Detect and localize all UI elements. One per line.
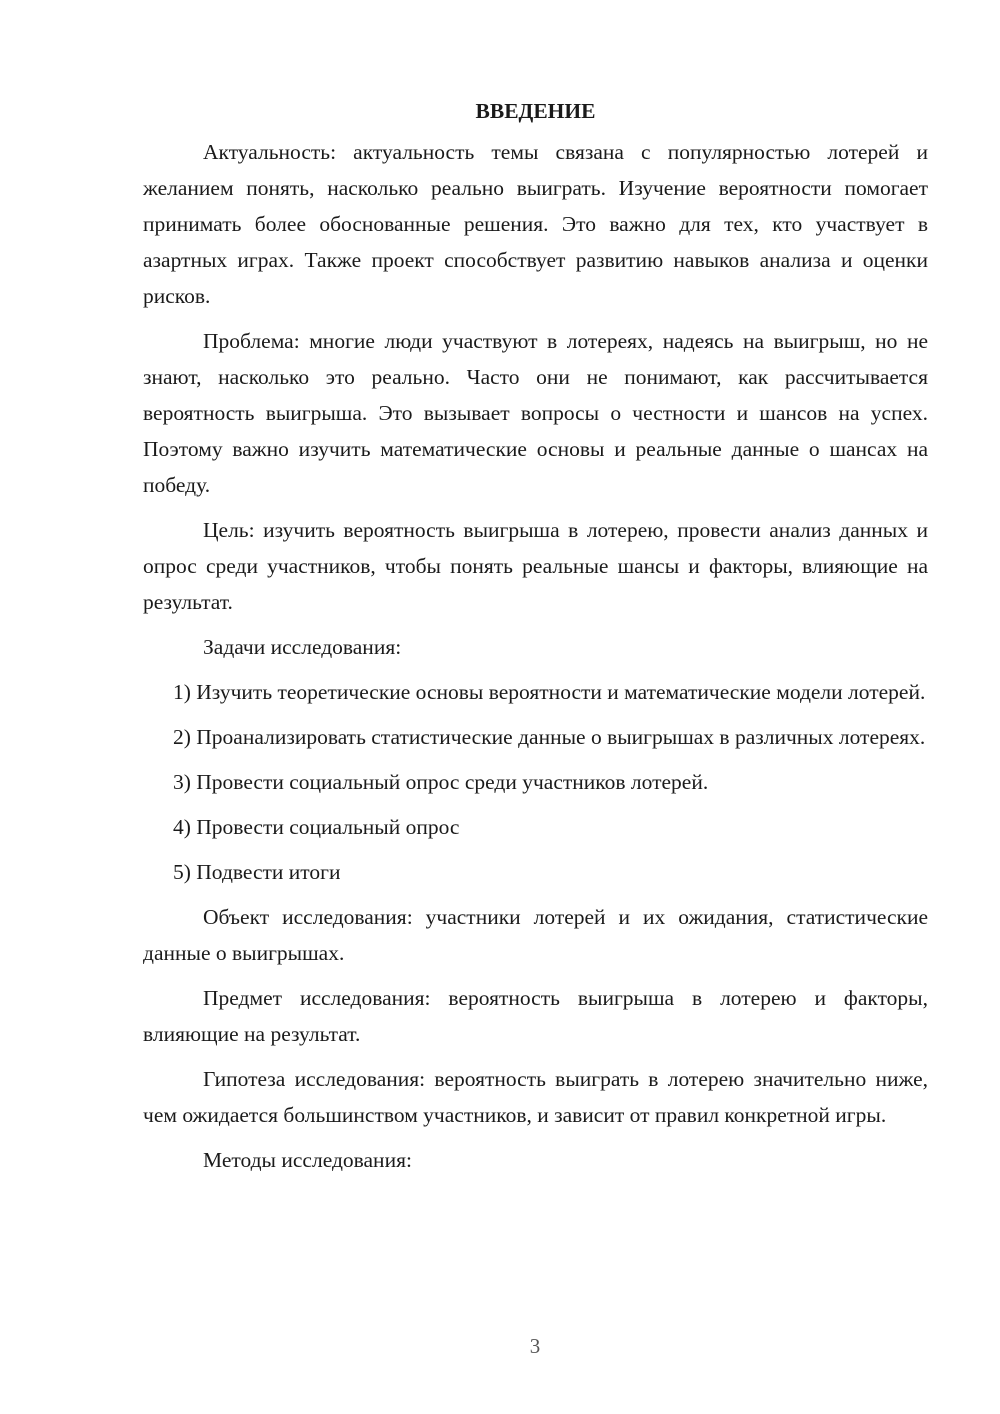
task-item-3: 3) Провести социальный опрос среди участников лотерей. [173, 770, 709, 794]
task-item-1: 1) Изучить теоретические основы вероятности и математические модели лотерей. [173, 680, 926, 704]
paragraph-goal: Цель: изучить вероятность выигрыша в лотерею, провести анализ данных и опрос среди участников, чтобы понять реальные шансы и факторы, влияющие на результат. [143, 518, 928, 614]
task-item-4: 4) Провести социальный опрос [173, 815, 460, 839]
paragraph-subject: Предмет исследования: вероятность выигрыша в лотерею и факторы, влияющие на результат. [143, 986, 928, 1046]
paragraph-object: Объект исследования: участники лотерей и их ожидания, статистические данные о выигрышах. [143, 905, 928, 965]
task-item-5: 5) Подвести итоги [173, 860, 341, 884]
document-page [143, 96, 928, 1187]
paragraph-hypothesis: Гипотеза исследования: вероятность выиграть в лотерею значительно ниже, чем ожидается большинством участников, и зависит от правил конкретной игры. [143, 1067, 928, 1127]
page-title: ВВЕДЕНИЕ [475, 99, 596, 123]
methods-heading: Методы исследования: [203, 1148, 412, 1172]
task-item-2: 2) Проанализировать статистические данные о выигрышах в различных лотереях. [173, 725, 926, 749]
tasks-heading: Задачи исследования: [203, 635, 402, 659]
paragraph-problem: Проблема: многие люди участвуют в лотереях, надеясь на выигрыш, но не знают, насколько это реально. Часто они не понимают, как рассчитывается вероятность выигрыша. Это вызывает вопросы о честности и шансов на успех. Поэтому важно изучить математические основы и реальные данные о шансах на победу. [143, 329, 928, 497]
paragraph-relevance: Актуальность: актуальность темы связана с популярностью лотерей и желанием понять, насколько реально выиграть. Изучение вероятности помогает принимать более обоснованные решения. Это важно для тех, кто участвует в азартных играх. Также проект способствует развитию навыков анализа и оценки рисков. [143, 140, 928, 308]
page-number: 3 [529, 1334, 541, 1358]
